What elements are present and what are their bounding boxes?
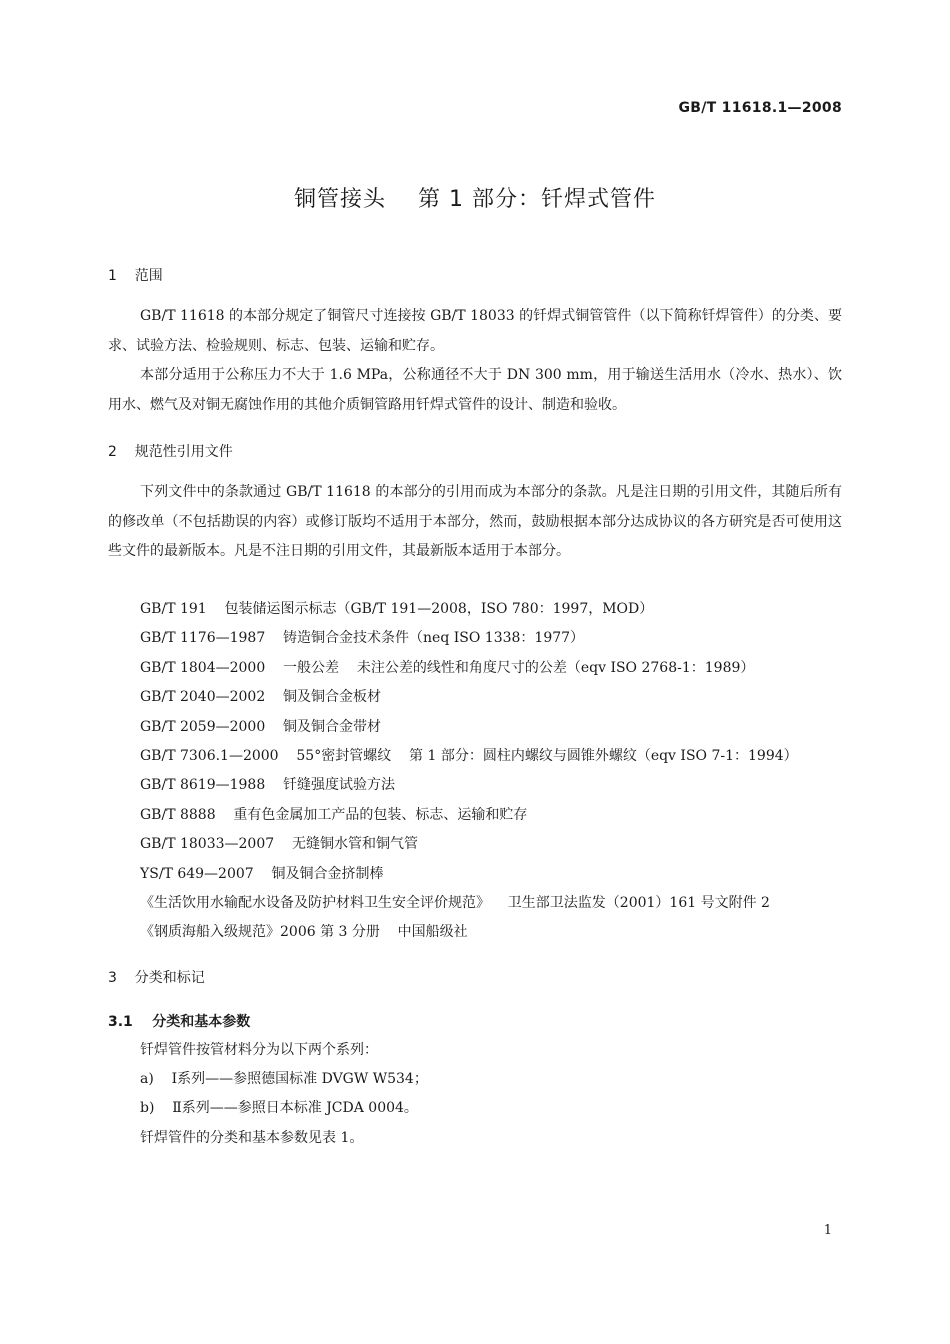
reference-item: GB/T 18033—2007 无缝铜水管和铜气管 xyxy=(140,836,418,852)
section-2-heading: 2 规范性引用文件 xyxy=(108,444,233,460)
section-2-body xyxy=(108,478,842,567)
reference-item: 《钢质海船入级规范》2006 第 3 分册 中国船级社 xyxy=(140,924,468,940)
section-1-body xyxy=(108,302,842,420)
reference-item: YS/T 649—2007 铜及铜合金挤制棒 xyxy=(140,866,384,882)
reference-item: GB/T 2059—2000 铜及铜合金带材 xyxy=(140,719,382,735)
document-title: 铜管接头 第 1 部分：钎焊式管件 xyxy=(294,187,656,212)
section-1-heading: 1 范围 xyxy=(108,268,163,284)
standard-code: GB/T 11618.1—2008 xyxy=(678,100,842,116)
reference-item: GB/T 1176—1987 铸造铜合金技术条件（neq ISO 1338：1977） xyxy=(140,630,585,646)
subsection-3-1-heading: 3.1 分类和基本参数 xyxy=(108,1014,251,1030)
reference-item: GB/T 8888 重有色金属加工产品的包装、标志、运输和贮存 xyxy=(140,807,528,823)
reference-item: GB/T 1804—2000 一般公差 未注公差的线性和角度尺寸的公差（eqv ISO 2768-1：1989） xyxy=(140,660,755,676)
series-item-a: a) Ⅰ系列——参照德国标准 DVGW W534； xyxy=(140,1071,428,1087)
reference-item: GB/T 191 包装储运图示标志（GB/T 191—2008，ISO 780：1997，MOD） xyxy=(140,601,654,617)
section-3-line: 钎焊管件的分类和基本参数见表 1。 xyxy=(140,1130,364,1146)
reference-item: GB/T 8619—1988 钎缝强度试验方法 xyxy=(140,777,396,793)
section-3-line: 钎焊管件按管材料分为以下两个系列： xyxy=(140,1042,378,1058)
reference-item: 《生活饮用水输配水设备及防护材料卫生安全评价规范》 卫生部卫法监发（2001）161 号文附件 2 xyxy=(140,895,770,911)
page-number: 1 xyxy=(823,1223,832,1238)
reference-item: GB/T 2040—2002 铜及铜合金板材 xyxy=(140,689,382,705)
section-3-heading: 3 分类和标记 xyxy=(108,970,205,986)
reference-item: GB/T 7306.1—2000 55°密封管螺纹 第 1 部分：圆柱内螺纹与圆锥外螺纹（eqv ISO 7-1：1994） xyxy=(140,748,798,764)
section-1-paragraph-2: 本部分适用于公称压力不大于 1.6 MPa，公称通径不大于 DN 300 mm，用于输送生活用水（冷水、热水）、饮用水、燃气及对铜无腐蚀作用的其他介质铜管路用钎焊式管件的设计、制造和验收。 xyxy=(108,367,842,413)
section-2-paragraph: 下列文件中的条款通过 GB/T 11618 的本部分的引用而成为本部分的条款。凡是注日期的引用文件，其随后所有的修改单（不包括勘误的内容）或修订版均不适用于本部分，然而，鼓励根据本部分达成协议的各方研究是否可使用这些文件的最新版本。凡是不注日期的引用文件，其最新版本适用于本部分。 xyxy=(108,484,842,559)
series-item-b: b) Ⅱ系列——参照日本标准 JCDA 0004。 xyxy=(140,1100,418,1116)
section-1-paragraph-1: GB/T 11618 的本部分规定了铜管尺寸连接按 GB/T 18033 的钎焊式铜管管件（以下简称钎焊管件）的分类、要求、试验方法、检验规则、标志、包装、运输和贮存。 xyxy=(108,308,842,354)
